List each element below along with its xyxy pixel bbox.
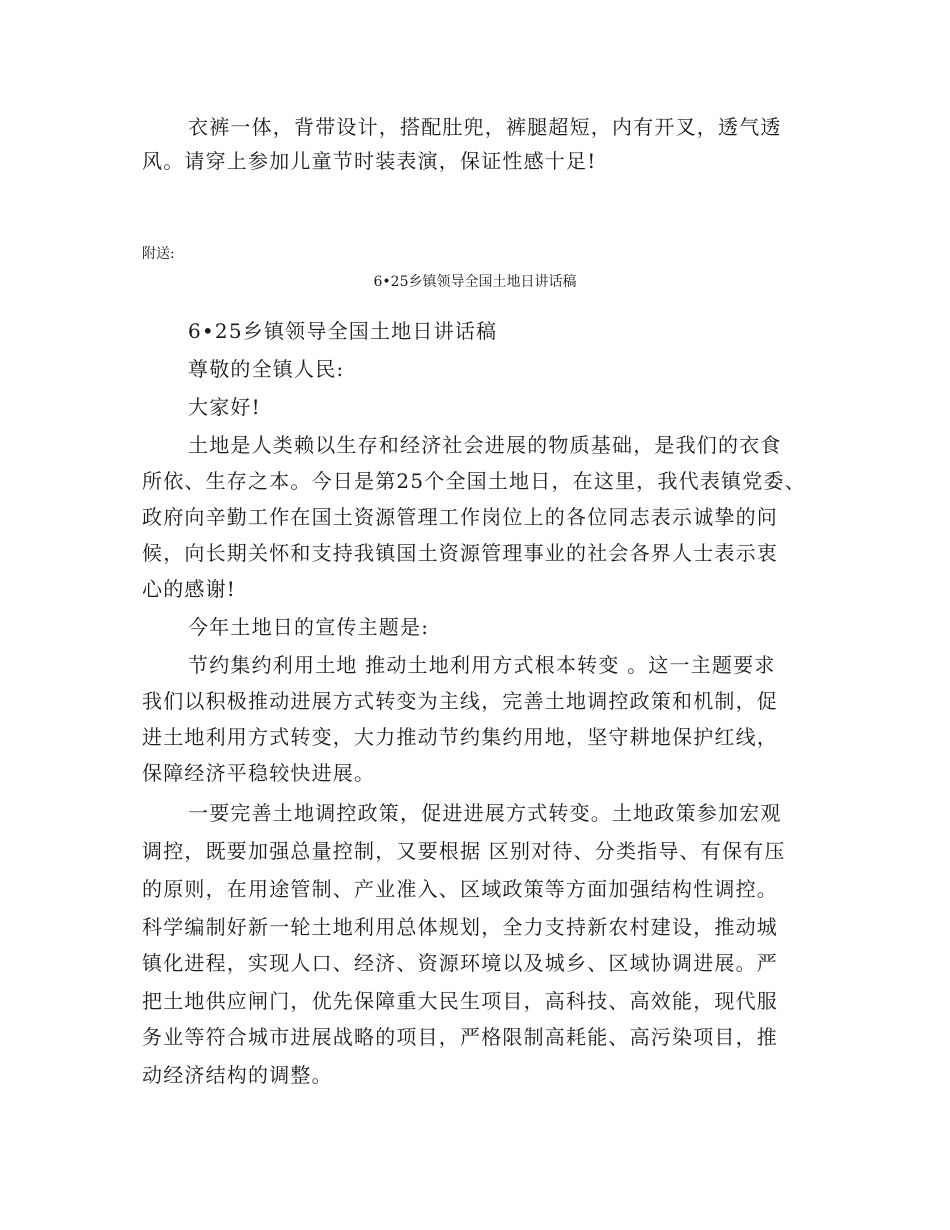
paragraph2-line-3: 进土地利用方式转变，大力推动节约集约用地，坚守耕地保护红线， <box>142 725 778 749</box>
paragraph1-line-3: 政府向辛勤工作在国土资源管理工作岗位上的各位同志表示诚挚的问 <box>142 505 778 529</box>
paragraph3-line-4: 科学编制好新一轮土地利用总体规划，全力支持新农村建设，推动城 <box>142 915 778 939</box>
paragraph1-line-1: 土地是人类赖以生存和经济社会进展的物质基础，是我们的衣食 <box>188 433 782 457</box>
top-paragraph-line-1: 衣裤一体，背带设计，搭配肚兜，裤腿超短，内有开叉，透气透 <box>188 115 782 139</box>
speech-heading: 6•25乡镇领导全国土地日讲话稿 <box>188 319 498 343</box>
speech-greeting: 大家好! <box>188 395 261 419</box>
theme-intro: 今年土地日的宣传主题是: <box>188 615 430 639</box>
paragraph3-line-6: 把土地供应闸门，优先保障重大民生项目，高科技、高效能，现代服 <box>142 989 778 1013</box>
speech-salutation: 尊敬的全镇人民: <box>188 357 345 381</box>
paragraph3-line-1: 一要完善土地调控政策，促进进展方式转变。土地政策参加宏观 <box>188 801 782 825</box>
paragraph2-line-2: 我们以积极推动进展方式转变为主线，完善土地调控政策和机制，促 <box>142 689 778 713</box>
paragraph2-line-1: 节约集约利用土地 推动土地利用方式根本转变 。这一主题要求 <box>188 653 776 677</box>
paragraph3-line-8: 动经济结构的调整。 <box>142 1063 333 1087</box>
paragraph1-line-5: 心的感谢! <box>142 577 237 601</box>
paragraph3-line-3: 的原则，在用途管制、产业准入、区域政策等方面加强结构性调控。 <box>142 877 778 901</box>
top-paragraph-line-2: 风。请穿上参加儿童节时装表演，保证性感十足! <box>142 149 597 173</box>
paragraph3-line-5: 镇化进程，实现人口、经济、资源环境以及城乡、区域协调进展。严 <box>142 951 778 975</box>
appendix-small-title: 6•25乡镇领导全国土地日讲话稿 <box>373 274 577 290</box>
paragraph1-line-4: 候，向长期关怀和支持我镇国土资源管理事业的社会各界人士表示衷 <box>142 541 778 565</box>
paragraph2-line-4: 保障经济平稳较快进展。 <box>142 761 376 785</box>
paragraph1-line-2: 所依、生存之本。今日是第25个全国土地日，在这里，我代表镇党委、 <box>142 469 806 493</box>
paragraph3-line-2: 调控，既要加强总量控制，又要根据 区别对待、分类指导、有保有压 <box>142 839 786 863</box>
appendix-label: 附送: <box>142 246 175 262</box>
paragraph3-line-7: 务业等符合城市进展战略的项目，严格限制高耗能、高污染项目，推 <box>142 1025 778 1049</box>
